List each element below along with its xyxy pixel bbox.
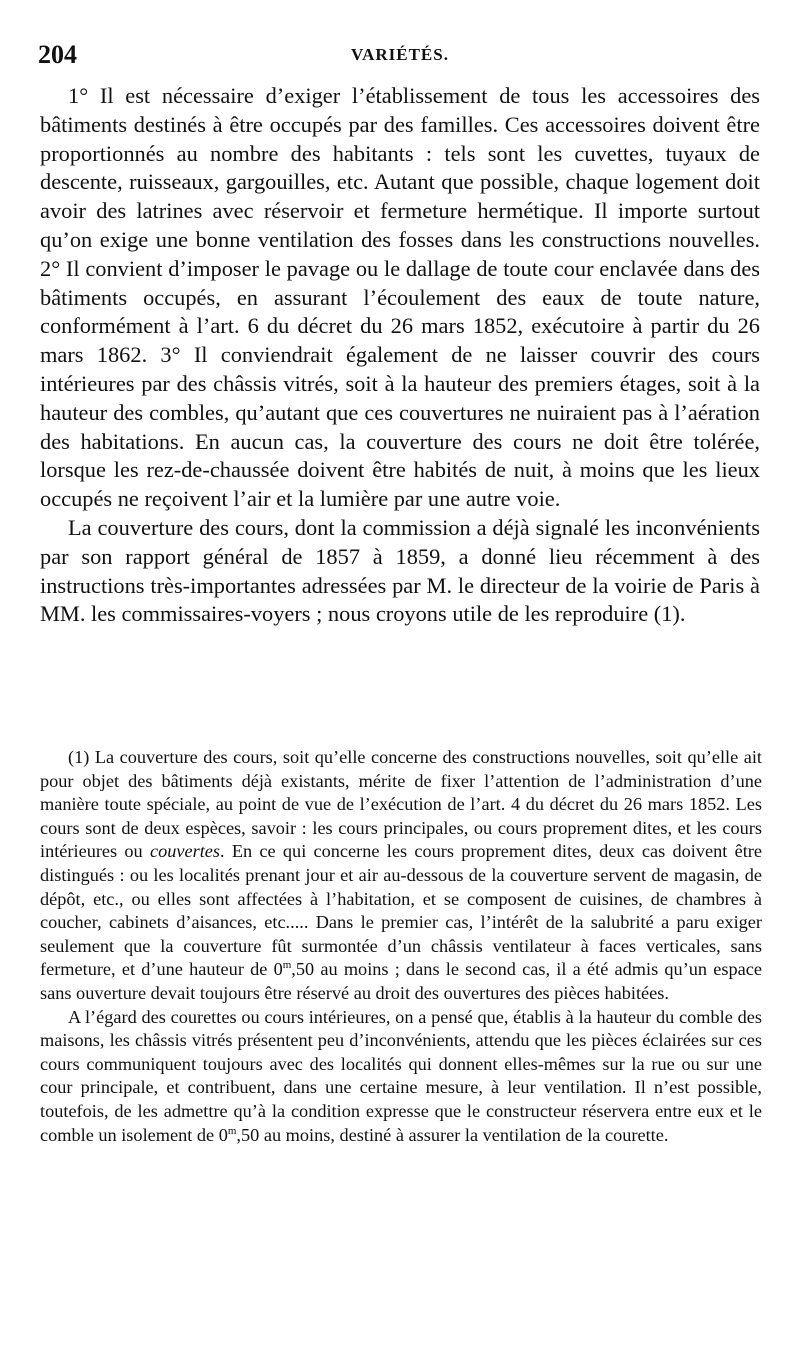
unit-superscript: m bbox=[227, 1124, 237, 1137]
footnote-text: A l’égard des courettes ou cours intérieures, on a pensé que, établis à la hauteur du comble des maisons, les châssis vitrés présentent peu d’inconvénients, attendu que les pièces éclairées sur ces cours communiquent toujours avec des localités qui donnent elles-mêmes sur la rue ou sur une cour principale, et contribuent, dans une certaine mesure, à leur ventilation. Il n’est possible, toutefois, de les admettre qu’à la condition expresse que le constructeur réservera entre eux et le comble un isolement de 0 bbox=[40, 1006, 762, 1145]
page-header bbox=[38, 40, 762, 70]
main-text bbox=[40, 82, 760, 629]
footnote-marker: (1) bbox=[68, 747, 90, 767]
footnote-text: La couverture des cours, soit qu’elle concerne des constructions nouvelles, soit qu’elle ait pour objet des bâtiments déjà existants, mérite de fixer l’attention de l’administration d’une manière toute spéciale, au point de vue de l’exécution de l’art. 4 du décret du 26 mars 1852. Les cours sont de deux espèces, savoir : les cours principales, ou cours proprement dites, et les cours intérieures ou bbox=[40, 747, 762, 862]
footnote-emphasis: couvertes bbox=[149, 841, 221, 862]
page-number: 204 bbox=[38, 40, 77, 69]
unit-superscript: m bbox=[282, 959, 292, 972]
running-head: VARIÉTÉS. bbox=[351, 45, 449, 64]
footnote-text: ,50 au moins, destiné à assurer la ventilation de la courette. bbox=[236, 1124, 669, 1145]
footnote-text: ,50 au moins ; dans le second cas, il a été admis qu’un espace sans ouverture devait toujours être réservé au droit des ouvertures des pièces habitées. bbox=[40, 959, 762, 1003]
footnote-paragraph bbox=[40, 1006, 762, 1148]
footnote-paragraph bbox=[40, 746, 762, 1006]
footnote-text: . En ce qui concerne les cours proprement dites, deux cas doivent être distingués : ou les localités prenant jour et air au-dessous de la couverture servent de magasin, de dépôt, etc., ou elles sont affectées à l’habitation, et se composent de cuisines, de chambres à coucher, cabinets d’aisances, etc..... Dans le premier cas, l’intérêt de la salubrité a paru exiger seulement que la couverture fût surmontée d’un châssis ventilateur à faces verticales, sans fermeture, et d’une hauteur de 0 bbox=[40, 841, 762, 980]
paragraph: 1° Il est nécessaire d’exiger l’établissement de tous les accessoires des bâtiments destinés à être occupés par des familles. Ces accessoires doivent être proportionnés au nombre des habitants : tels sont les cuvettes, tuyaux de descente, ruisseaux, gargouilles, etc. Autant que possible, chaque logement doit avoir des latrines avec réservoir et fermeture hermétique. Il importe surtout qu’on exige une bonne ventilation des fosses dans les constructions nouvelles. 2° Il convient d’imposer le pavage ou le dallage de toute cour enclavée dans des bâtiments occupés, en assurant l’écoulement des eaux de toute nature, conformément à l’art. 6 du décret du 26 mars 1852, exécutoire à partir du 26 mars 1862. 3° Il conviendrait également de ne laisser couvrir des cours intérieures par des châssis vitrés, soit à la hauteur des premiers étages, soit à la hauteur des combles, qu’autant que ces couvertures ne nuiraient pas à l’aération des habitations. En aucun cas, la couverture des cours ne doit être tolérée, lorsque les rez-de-chaussée doivent être habités de nuit, à moins que les lieux occupés ne reçoivent l’air et la lumière par une autre voie. bbox=[40, 83, 760, 512]
paragraph: La couverture des cours, dont la commission a déjà signalé les inconvénients par son rapport général de 1857 à 1859, a donné lieu récemment à des instructions très-importantes adressées par M. le directeur de la voirie de Paris à MM. les commissaires-voyers ; nous croyons utile de les reproduire (1). bbox=[40, 514, 760, 627]
footnote bbox=[40, 746, 762, 1147]
